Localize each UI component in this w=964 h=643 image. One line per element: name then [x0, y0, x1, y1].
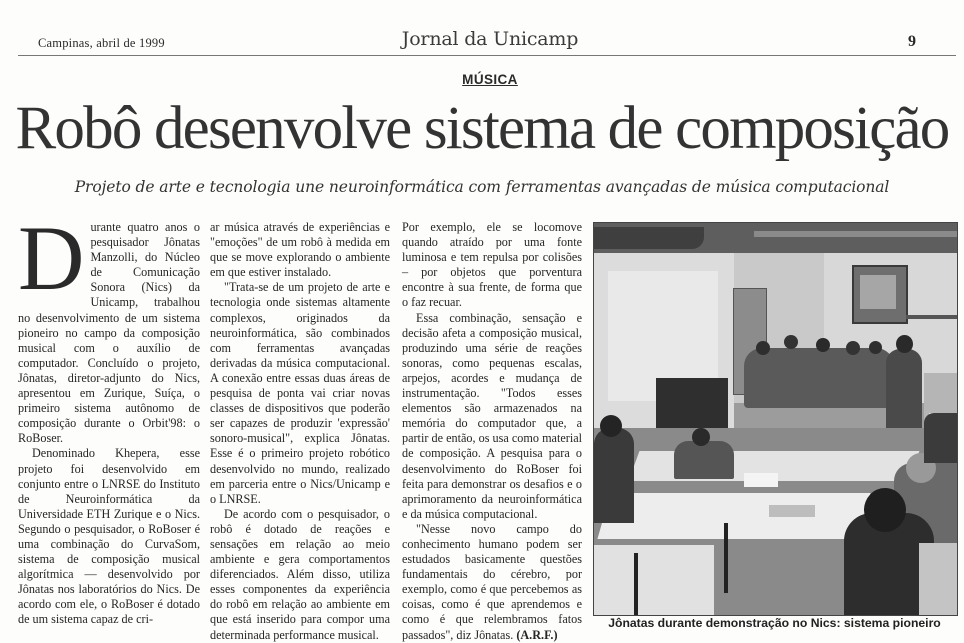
- subheadline: Projeto de arte e tecnologia une neuroinformática com ferramentas avançadas de música computacional: [74, 178, 890, 196]
- column1-paragraph-1-text: urante quatro anos o pesquisador Jônatas Manzolli, do Núcleo de Comunicação Sonora (Nics) da Unicamp, trabalhou no desenvolvimento de um sistema pioneiro no campo da composição musical com o auxílio de computador. Concluído o projeto, Jônatas, diretor-adjunto do Nics, apresentou em Zurique, Suíça, o primeiro sistema autônomo de composição durante o Orbit'98: o RoBoser.: [18, 220, 200, 446]
- article-column-2: [210, 220, 390, 643]
- column3-paragraph-3: [402, 522, 582, 643]
- section-label: MÚSICA: [462, 72, 518, 87]
- author-signature: (A.R.F.): [516, 627, 558, 642]
- article-photo: [593, 222, 958, 616]
- column1-paragraph-2: Denominado Khepera, esse projeto foi desenvolvido em conjunto entre o LNRSE do Instituto de Neuroinformática da Universidade ETH Zurique e o Nics. Segundo o pesquisador, o RoBoser é uma combinação do CurvaSom, sistema de composição musical algorítmica — desenvolvido por Jônatas nos laboratórios do Nics. De acordo com ele, o RoBoser é dotado de um sistema capaz de cri-: [18, 446, 200, 627]
- column3-paragraph-2: Essa combinação, sensação e decisão afeta a composição musical, produzindo uma série de reações sonoras, como pequenas escalas, arpejos, acordes e mudança de instrumentação. "Todos esses elementos são armazenados na memória do computador que, a partir de então, os usa como material de composição. A pesquisa para o desenvolvimento do RoBoser foi feita para demonstrar os desafios e o aprimoramento da neuroinformática e da música computacional.: [402, 310, 582, 521]
- article-column-3: [402, 220, 582, 643]
- newspaper-masthead: Jornal da Unicamp: [401, 28, 579, 50]
- column3-paragraph-3-text: "Nesse novo campo do conhecimento humano podem ser estudados basicamente questões fundamentais do cérebro, por exemplo, como é que percebemos as coisas, como é que aprendemos e como é que relembramos fatos passados", diz Jônatas.: [402, 521, 582, 642]
- photo-caption: Jônatas durante demonstração no Nics: sistema pioneiro: [608, 616, 941, 630]
- column3-paragraph-1: Por exemplo, ele se locomove quando atraído por uma fonte luminosa e tem repulsa por colisões – por objetos que porventura encontre à sua frente, de forma que o faz recuar.: [402, 220, 582, 310]
- drop-cap: D: [18, 207, 85, 309]
- column2-paragraph-1: ar música através de experiências e "emoções" de um robô à medida em que se move explorando o ambiente em que estiver instalado.: [210, 220, 390, 280]
- column2-paragraph-3: De acordo com o pesquisador, o robô é dotado de reações e sensações em relação ao meio ambiente e gera comportamentos diferenciados. Além disso, utiliza esses componentes da experiência do robô em relação ao ambiente em que está inserido para compor uma determinada performance musical.: [210, 506, 390, 642]
- column2-paragraph-2: "Trata-se de um projeto de arte e tecnologia onde sistemas altamente complexos, originados da neuroinformática, são combinados com ferramentas avançadas derivadas da música computacional. A conexão entre essas duas áreas de pesquisa de ponta vai criar novas classes de dispositivos que poderão ser capazes de produzir 'expressão' sonoro-musical", explica Jônatas. Esse é o primeiro projeto robótico desenvolvido no mundo, realizado em parceria entre o Nics/Unicamp e o LNRSE.: [210, 280, 390, 506]
- header-date: Campinas, abril de 1999: [38, 36, 165, 50]
- header-rule: [18, 55, 956, 56]
- headline: Robô desenvolve sistema de composição: [15, 95, 949, 162]
- column1-paragraph-1: [18, 207, 200, 446]
- article-column-1: [18, 207, 200, 628]
- page-number: 9: [908, 33, 916, 50]
